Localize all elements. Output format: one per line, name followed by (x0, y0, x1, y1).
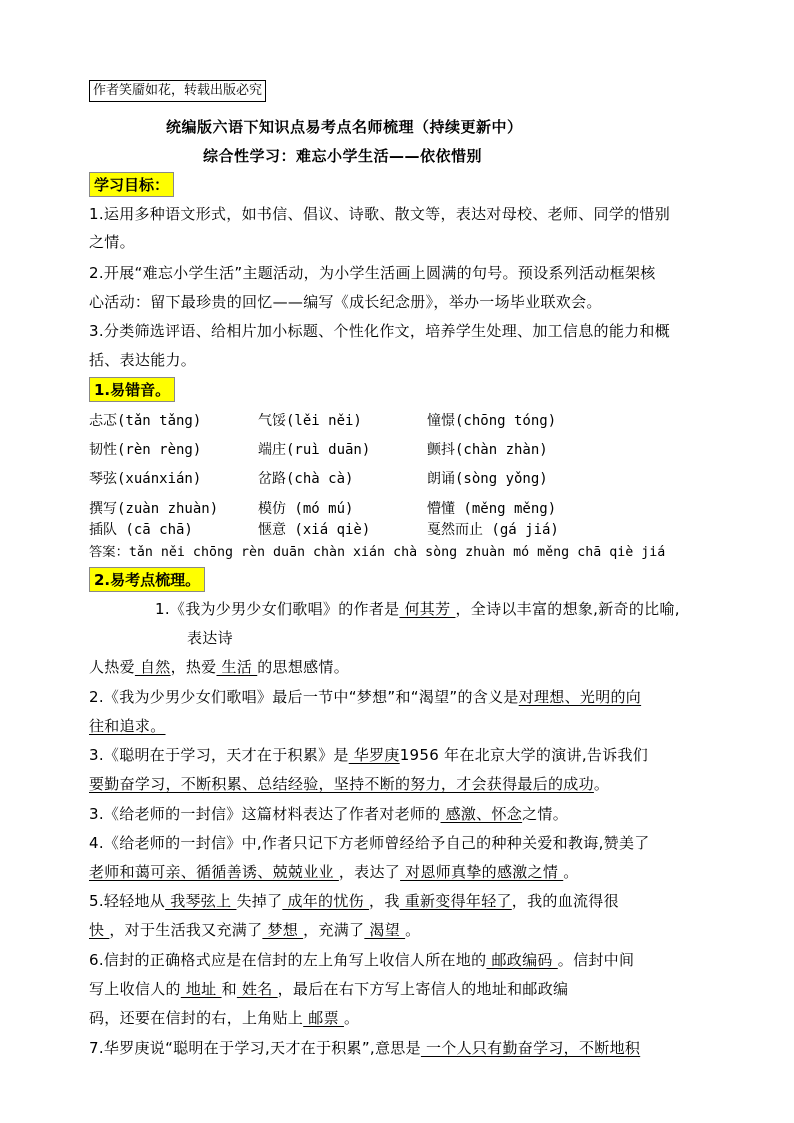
goal-line-5: 3.分类筛选评语、给相片加小标题、个性化作文，培养学生处理、加工信息的能力和概 (89, 322, 671, 340)
pinyin-item: 戛然而止 (gá jiá) (427, 522, 559, 538)
pinyin-item: 气馁(lěi něi) (258, 413, 362, 429)
answer-blank: 一个人只有勤奋学习，不断地积 (420, 1039, 641, 1057)
answer-blank: 姓名 (236, 980, 278, 998)
goal-line-3: 2.开展“难忘小学生活”主题活动，为小学生活画上圆满的句号。预设系列活动框架核 (89, 264, 656, 282)
pinyin-item: 忐忑(tǎn tǎng) (89, 413, 202, 429)
point-3-line-1: 3.《聪明在于学习，天才在于积累》是 华罗庚1956 年在北京大学的演讲,告诉我们 (89, 746, 649, 764)
author-notice-box: 作者笑靥如花，转载出版必究 (89, 80, 266, 102)
answer-blank: 自然 (134, 658, 171, 676)
answer-blank: 何其芳 (399, 600, 456, 618)
section-heading-goals: 学习目标： (89, 172, 174, 197)
pinyin-item: 端庄(ruì duān) (258, 442, 371, 458)
point-1-line-3: 人热爱 自然，热爱 生活 的思想感情。 (89, 658, 350, 676)
point-5-line-1: 4.《给老师的一封信》中,作者只记下方老师曾经给予自己的种种关爱和教诲,赞美了 (89, 834, 650, 852)
pinyin-answer: 答案：tǎn něi chōng rèn duān chàn xián chà sòng zhuàn mó měng chā qiè jiá (89, 545, 666, 560)
answer-blank: 要勤奋学习，不断积累、总结经验，坚持不断的努力，才会获得最后的成功 (89, 775, 594, 793)
pinyin-item: 插队 (cā chā) (89, 522, 193, 538)
pinyin-item: 岔路(chà cà) (258, 471, 354, 487)
point-5-line-2: 老师和蔼可亲、循循善诱、兢兢业业 ，表达了 对恩师真挚的感激之情 。 (89, 863, 579, 881)
pinyin-item: 颤抖(chàn zhàn) (427, 442, 548, 458)
answer-blank: 重新变得年轻了 (399, 892, 512, 910)
answer-blank: 我琴弦上 (165, 892, 237, 910)
answer-blank: 感激、怀念 (440, 805, 523, 823)
goal-line-4: 心活动：留下最珍贵的回忆——编写《成长纪念册》，举办一场毕业联欢会。 (89, 293, 602, 311)
pinyin-item: 韧性(rèn rèng) (89, 442, 202, 458)
answer-blank: 快 (89, 921, 110, 939)
document-title: 统编版六语下知识点易考点名师梳理（持续更新中） (166, 118, 523, 136)
pinyin-item: 琴弦(xuánxián) (89, 471, 202, 487)
point-8-line-1: 7.华罗庚说“聪明在于学习,天才在于积累”,意思是 一个人只有勤奋学习，不断地积 (89, 1039, 641, 1057)
point-4-line-1: 3.《给老师的一封信》这篇材料表达了作者对老师的 感激、怀念之情。 (89, 805, 568, 823)
answer-blank: 对恩师真挚的感激之情 (400, 863, 564, 881)
point-2-line-2: 往和追求。 (89, 717, 166, 735)
point-7-line-2: 写上收信人的 地址 和 姓名 ，最后在右下方写上寄信人的地址和邮政编 (89, 980, 569, 998)
point-6-line-1: 5.轻轻地从 我琴弦上 失掉了 成年的忧伤 ，我 重新变得年轻了，我的血流得很 (89, 892, 619, 910)
answer-blank: 地址 (180, 980, 222, 998)
point-7-line-3: 码，还要在信封的右，上角贴上 邮票 。 (89, 1009, 360, 1027)
answer-blank: 邮票 (303, 1009, 344, 1027)
pinyin-item: 懵懂 (měng měng) (427, 501, 557, 517)
answer-blank: 邮政编码 (486, 951, 558, 969)
section-heading-key-points: 2.易考点梳理。 (89, 567, 205, 592)
point-7-line-1: 6.信封的正确格式应是在信封的左上角写上收信人所在地的 邮政编码 。信封中间 (89, 951, 635, 969)
point-1-line-2: 表达诗 (187, 629, 233, 647)
pinyin-item: 模仿 (mó mú) (258, 501, 354, 517)
pinyin-item: 朗诵(sòng yǒng) (427, 471, 548, 487)
answer-blank: 老师和蔼可亲、循循善诱、兢兢业业 (89, 863, 339, 881)
goal-line-1: 1.运用多种语文形式，如书信、倡议、诗歌、散文等，表达对母校、老师、同学的惜别 (89, 205, 671, 223)
point-1-line-1: 1.《我为少男少女们歌唱》的作者是 何其芳 ，全诗以丰富的想象,新奇的比喻, (155, 600, 680, 618)
answer-blank: 梦想 (262, 921, 304, 939)
answer-blank: 生活 (216, 658, 258, 676)
pinyin-item: 惬意 (xiá qiè) (258, 522, 371, 538)
goal-line-6: 括、表达能力。 (89, 351, 197, 369)
goal-line-2: 之情。 (89, 233, 135, 251)
section-heading-pinyin: 1.易错音。 (89, 377, 175, 402)
answer-blank: 对理想、光明的向 (518, 688, 642, 706)
pinyin-item: 撰写(zuàn zhuàn) (89, 501, 219, 517)
answer-blank: 渴望 (364, 921, 406, 939)
point-6-line-2: 快 ，对于生活我又充满了 梦想 ，充满了 渴望 。 (89, 921, 421, 939)
answer-blank: 华罗庚 (348, 746, 400, 764)
pinyin-item: 憧憬(chōng tóng) (427, 413, 557, 429)
point-3-line-2: 要勤奋学习，不断积累、总结经验，坚持不断的努力，才会获得最后的成功。 (89, 775, 610, 793)
document-subtitle: 综合性学习：难忘小学生活——依依惜别 (203, 147, 483, 165)
point-2-line-1: 2.《我为少男少女们歌唱》最后一节中“梦想”和“渴望”的含义是对理想、光明的向 (89, 688, 642, 706)
answer-blank: 成年的忧伤 (282, 892, 370, 910)
